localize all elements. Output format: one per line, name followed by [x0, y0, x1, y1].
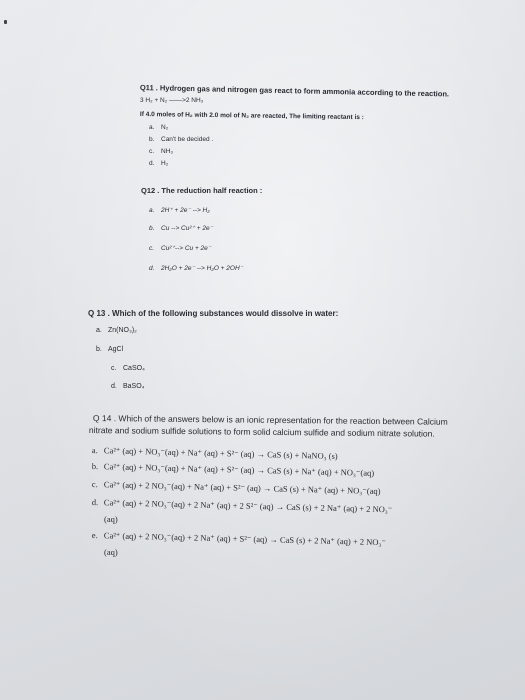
question-13-option-a: a. Zn(NO₃)₂ [96, 327, 137, 334]
question-12-option-c: c. Cu²⁺--> Cu + 2e⁻ [149, 245, 212, 252]
paper-mark [4, 20, 7, 24]
question-11-option-c: c. NH₃ [149, 148, 174, 155]
question-13-option-b: b. AgCl [96, 346, 124, 353]
question-14-option-a: a. Ca²⁺ (aq) + NO₃⁻(aq) + Na⁺ (aq) + S²⁻ (aq) → CaS (s) + NaNO₃ (s) [91, 445, 338, 462]
question-14-option-d: d. Ca²⁺ (aq) + 2 NO₃⁻(aq) + 2 Na⁺ (aq) + 2 S²⁻ (aq) → CaS (s) + 2 Na⁺ (aq) + 2 NO₃⁻ [91, 497, 393, 515]
question-14-title-line1: Q 14 . Which of the answers below is an ionic representation for the reaction between Calcium [92, 413, 448, 427]
question-12-option-a: a. 2H⁺ + 2e⁻ --> H₂ [149, 207, 210, 214]
question-13-title: Q 13 . Which of the following substances would dissolve in water: [88, 309, 339, 318]
question-14-title-line2: nitrate and sodium sulfide solutions to form solid calcium sulfide and sodium nitrate solution. [88, 425, 435, 439]
question-11-title: Q11 . Hydrogen gas and nitrogen gas react to form ammonia according to the reaction. [139, 83, 450, 99]
question-12-title: Q12 . The reduction half reaction : [141, 186, 263, 195]
question-11-equation: 3 H₂ + N₂ ——>2 NH₃ [140, 97, 204, 104]
question-11-option-a: a. N₂ [149, 124, 169, 131]
question-13-option-c: c. CaSO₄ [111, 365, 145, 372]
question-14-option-d-continuation: (aq) [104, 514, 118, 524]
question-12-option-d: d. 2H₂O + 2e⁻ --> H₂O + 2OH⁻ [149, 265, 244, 272]
question-14-option-e-continuation: (aq) [104, 547, 118, 557]
question-13-option-d: d. BaSO₄ [111, 383, 145, 390]
question-14-option-c: c. Ca²⁺ (aq) + 2 NO₃⁻(aq) + Na⁺ (aq) + S²⁻ (aq) → CaS (s) + Na⁺ (aq) + NO₃⁻(aq) [91, 479, 381, 497]
question-12-option-b: b. Cu --> Cu²⁺ + 2e⁻ [149, 225, 214, 232]
question-11-prompt: If 4.0 moles of H₂ with 2.0 mol of N₂ are reacted, The limiting reactant is : [139, 111, 364, 122]
question-14-option-e: e. Ca²⁺ (aq) + 2 NO₃⁻(aq) + 2 Na⁺ (aq) + S²⁻ (aq) → CaS (s) + 2 Na⁺ (aq) + 2 NO₃⁻ [91, 530, 387, 548]
question-11-option-b: b. Can't be decided . [149, 136, 214, 143]
question-14-option-b: b. Ca²⁺ (aq) + NO₃⁻(aq) + Na⁺ (aq) + S²⁻ (aq) → CaS (s) + Na⁺ (aq) + NO₃⁻(aq) [91, 461, 375, 478]
question-11-option-d: d. H₂ [149, 160, 169, 167]
